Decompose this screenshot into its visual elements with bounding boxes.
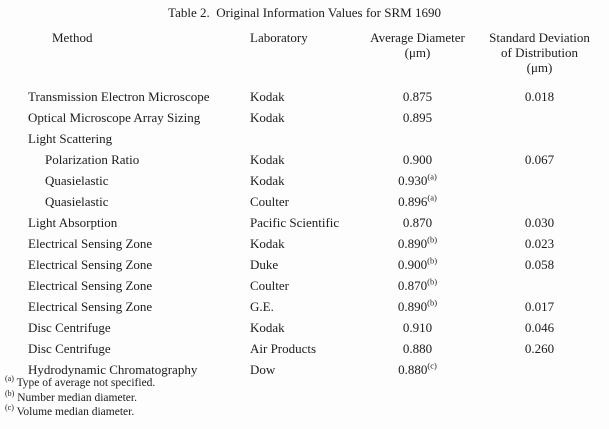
method-cell: Polarization Ratio	[45, 151, 140, 167]
laboratory-cell: Coulter	[250, 277, 289, 293]
table-row	[0, 86, 609, 107]
std-dev-cell: 0.030	[524, 214, 555, 230]
method-cell: Electrical Sensing Zone	[28, 235, 153, 251]
std-dev-cell: 0.023	[524, 235, 555, 251]
col-header-avg-diameter	[365, 30, 470, 86]
table-row	[0, 254, 609, 275]
laboratory-cell: Air Products	[250, 340, 317, 356]
laboratory-cell: Kodak	[250, 319, 285, 335]
table-row	[0, 128, 609, 149]
laboratory-cell: Duke	[250, 256, 279, 272]
std-dev-cell	[470, 107, 609, 128]
std-dev-cell	[470, 275, 609, 296]
avg-superscript: (b)	[427, 255, 438, 266]
std-dev-cell: 0.018	[524, 88, 555, 104]
method-cell: Electrical Sensing Zone	[28, 256, 153, 272]
table-row	[0, 191, 609, 212]
col-header-laboratory: Laboratory	[250, 30, 308, 45]
method-cell: Quasielastic	[45, 172, 109, 188]
method-cell: Quasielastic	[45, 193, 109, 209]
method-cell: Light Scattering	[28, 130, 113, 146]
footnote	[5, 388, 155, 406]
std-dev-cell	[470, 359, 609, 380]
footnote	[5, 376, 155, 391]
avg-superscript: (a)	[427, 171, 437, 182]
avg-superscript: (c)	[427, 360, 437, 371]
method-cell: Electrical Sensing Zone	[28, 277, 153, 293]
table-row	[0, 170, 609, 191]
laboratory-cell	[250, 128, 365, 149]
avg-value: 0.880	[398, 361, 428, 377]
laboratory-cell: Kodak	[250, 235, 285, 251]
std-dev-cell: 0.046	[524, 319, 555, 335]
table-title: Table 2. Original Information Values for SRM 1690	[168, 5, 441, 20]
laboratory-cell: Kodak	[250, 172, 285, 188]
table-row	[0, 338, 609, 359]
avg-diameter-cell	[365, 296, 470, 317]
col-header-std-dev	[470, 30, 609, 86]
avg-diameter-cell	[365, 317, 470, 338]
laboratory-cell: G.E.	[250, 298, 274, 314]
method-cell: Electrical Sensing Zone	[28, 298, 153, 314]
std-dev-cell	[470, 191, 609, 212]
method-cell: Hydrodynamic Chromatography	[28, 361, 198, 377]
avg-value: 0.900	[402, 151, 433, 167]
col-header-std-line2: of Distribution	[501, 45, 578, 60]
table-row	[0, 233, 609, 254]
col-header-avg-units: (μm)	[404, 45, 431, 60]
footnotes	[5, 376, 155, 420]
srm1690-table	[0, 30, 609, 380]
avg-diameter-cell	[365, 212, 470, 233]
laboratory-cell: Pacific Scientific	[250, 214, 340, 230]
avg-value: 0.896	[398, 193, 428, 209]
col-header-method: Method	[52, 30, 93, 45]
col-header-std-units: (μm)	[526, 60, 553, 75]
table-row	[0, 212, 609, 233]
avg-superscript: (a)	[427, 192, 437, 203]
avg-diameter-cell	[365, 149, 470, 170]
avg-diameter-cell	[365, 191, 470, 212]
col-header-avg-line1: Average Diameter	[370, 30, 465, 45]
method-cell: Optical Microscope Array Sizing	[28, 109, 201, 125]
table-row	[0, 275, 609, 296]
avg-superscript: (b)	[427, 297, 438, 308]
table-row	[0, 317, 609, 338]
laboratory-cell: Kodak	[250, 88, 285, 104]
method-cell: Disc Centrifuge	[28, 319, 111, 335]
avg-diameter-cell	[365, 338, 470, 359]
std-dev-cell: 0.017	[524, 298, 555, 314]
footnote	[5, 405, 155, 420]
avg-value: 0.880	[402, 340, 433, 356]
avg-value: 0.930	[398, 172, 428, 188]
footnote-text: Number median diameter.	[17, 391, 137, 404]
avg-diameter-cell	[365, 254, 470, 275]
std-dev-cell	[470, 170, 609, 191]
avg-value: 0.900	[397, 256, 428, 272]
laboratory-cell: Coulter	[250, 193, 289, 209]
avg-diameter-cell	[365, 86, 470, 107]
std-dev-cell: 0.067	[524, 151, 555, 167]
avg-superscript: (b)	[427, 234, 438, 245]
avg-value: 0.890	[397, 298, 428, 314]
std-dev-cell: 0.260	[524, 340, 555, 356]
laboratory-cell: Dow	[250, 361, 276, 377]
avg-diameter-cell	[365, 128, 470, 149]
avg-superscript: (b)	[427, 276, 438, 287]
laboratory-cell: Kodak	[250, 151, 285, 167]
avg-diameter-cell	[365, 233, 470, 254]
footnote-text: Volume median diameter.	[16, 406, 135, 418]
footnote-marker: (b)	[5, 388, 15, 398]
avg-diameter-cell	[365, 170, 470, 191]
header-row	[0, 30, 609, 86]
method-cell: Transmission Electron Microscope	[28, 88, 210, 104]
avg-value: 0.890	[397, 235, 428, 251]
std-dev-cell: 0.058	[524, 256, 555, 272]
std-dev-cell	[470, 128, 609, 149]
footnote-text: Type of average not specified.	[16, 377, 156, 389]
avg-diameter-cell	[365, 275, 470, 296]
table-row	[0, 149, 609, 170]
avg-value: 0.875	[402, 88, 433, 104]
method-cell: Light Absorption	[28, 214, 118, 230]
avg-value: 0.870	[402, 214, 433, 230]
laboratory-cell: Kodak	[250, 109, 285, 125]
footnote-marker: (c)	[5, 403, 14, 413]
avg-diameter-cell	[365, 107, 470, 128]
avg-value: 0.895	[402, 109, 433, 125]
avg-diameter-cell	[365, 359, 470, 380]
col-header-std-line1: Standard Deviation	[489, 30, 590, 45]
avg-value: 0.870	[397, 277, 428, 293]
table-row	[0, 107, 609, 128]
table-row	[0, 296, 609, 317]
avg-value: 0.910	[402, 319, 433, 335]
method-cell: Disc Centrifuge	[28, 340, 111, 356]
footnote-marker: (a)	[5, 374, 14, 384]
